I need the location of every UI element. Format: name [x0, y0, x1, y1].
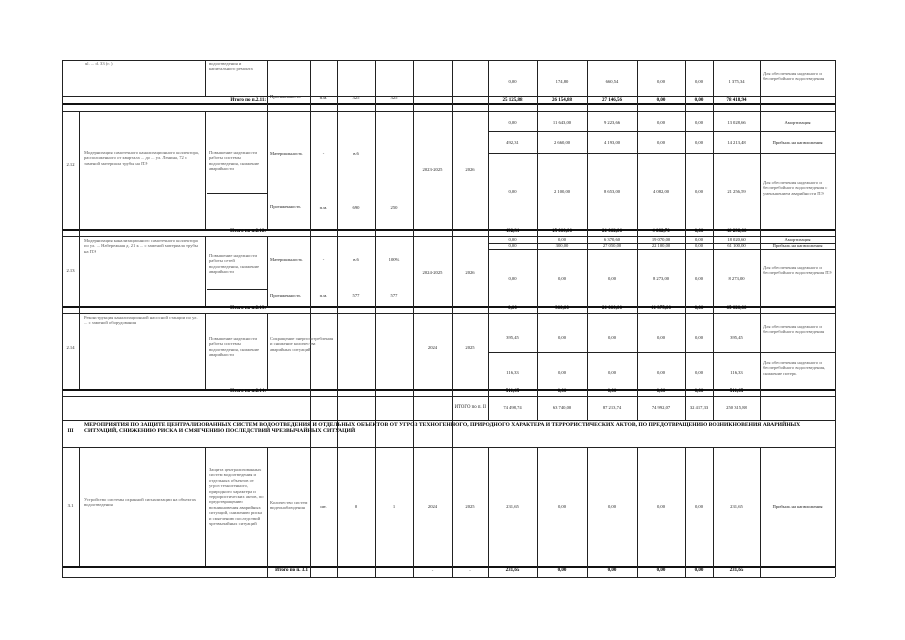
note: Для обеспечения надежного и бесперебойного водоотведения, снижение потерь: [763, 360, 826, 376]
row-unit: шт.: [320, 504, 327, 509]
rule: [452, 60, 453, 577]
cell: 0,00: [557, 504, 567, 509]
cell: 61 100,00: [727, 243, 746, 248]
cell: 4 193,00: [603, 140, 621, 145]
cell: 6 370,60: [603, 237, 621, 242]
item-description: Реконструкция канализационной насосной станции по ул. ... с заменой оборудования: [84, 315, 198, 326]
note: Для обеспечения надежного и бесперебойного водоотведения ПЭ: [763, 265, 832, 276]
rule: [267, 447, 268, 577]
note: Прибыль на капвложения: [772, 140, 823, 145]
row-label: Материальность: [270, 257, 303, 262]
cell: 0,00: [508, 79, 517, 84]
item-number: 2.12: [66, 162, 75, 167]
years: 2024: [427, 345, 438, 350]
measure-v1: 325: [352, 95, 360, 100]
rule: [205, 111, 206, 229]
end-year: 2025: [465, 504, 475, 509]
total-cell: 492,31: [505, 229, 520, 234]
total-cell: 26 154,88: [552, 98, 572, 103]
cell: 0,00: [607, 370, 617, 375]
section-total-cell: 74 992,07: [651, 405, 671, 410]
item-number: 2.13: [66, 268, 75, 273]
rule: [537, 447, 538, 577]
cell: 0,00: [607, 504, 617, 509]
cell: 0,00: [694, 243, 704, 248]
rule: [310, 60, 311, 577]
measure-label: Протяженность: [270, 94, 301, 99]
cell: 14 213,48: [727, 140, 746, 145]
rule: [488, 153, 835, 154]
cell: 300,00: [555, 243, 569, 248]
rule: [337, 60, 338, 577]
cell: 0,00: [508, 276, 517, 281]
section-total-cell: 250 315,88: [726, 405, 747, 410]
item-measure: Количество систем видеонаблюдения: [270, 500, 308, 511]
cell: 0,00: [694, 276, 704, 281]
item-purpose: Повышение надежности работы системы водоотведения, снижение аварийности: [209, 150, 260, 172]
section-total-cell: 74 498,74: [503, 405, 522, 410]
cell: 395,45: [506, 335, 519, 340]
row-value: 690: [352, 205, 360, 210]
total-cell: 0,00: [694, 568, 704, 573]
total-cell: 300,00: [555, 306, 569, 311]
rule: [62, 396, 835, 397]
rule: [207, 289, 267, 290]
total-cell: 15 000,00: [552, 229, 572, 234]
row-value: в.6: [353, 151, 359, 156]
rule: [375, 60, 376, 577]
cell: 0,00: [694, 504, 704, 509]
total-label: Итого по п.2.12:: [230, 229, 266, 234]
rule: [587, 447, 588, 577]
rule: [835, 60, 836, 577]
total-cell: 25 125,88: [502, 98, 523, 103]
rule: [488, 131, 835, 132]
rule: [62, 60, 63, 577]
total-cell: 21 000,00: [602, 306, 622, 311]
cell: 0,00: [508, 237, 517, 242]
row-value: 100%: [388, 257, 400, 262]
row-value: 577: [390, 293, 398, 298]
cell: 4 082,00: [652, 189, 670, 194]
item-number: 2.14: [66, 345, 75, 350]
cell: 0,00: [694, 140, 704, 145]
item-description: Модернизация самотечного канализационного коллектора, расположенного от квартала ... до ... ул. Ленина, 72 с заменой материала трубы на ПЭ: [84, 150, 199, 166]
note: Прибыль на капвложения: [772, 243, 823, 248]
cell: 8 273,00: [652, 276, 670, 281]
item-purpose: Повышение надежности работы сетей водоотведения, снижение аварийности: [209, 253, 260, 275]
total-cell: 46 298,00: [726, 229, 747, 234]
item-description: Модернизация канализационного самотечного коллектора по ул. ... Набережная д. 21 к ... с заменой материала трубы на ПЭ: [84, 238, 198, 254]
rule: [760, 447, 761, 577]
total-cell: 0,00: [694, 229, 704, 234]
total-cell: 65 020,00: [726, 306, 747, 311]
row-value: 250: [390, 205, 398, 210]
cell: 231,65: [730, 504, 743, 509]
cell: 0,00: [694, 237, 704, 242]
measure-v2: 325: [390, 95, 398, 100]
cell: 8 653,00: [603, 189, 621, 194]
rule: [62, 111, 835, 112]
cell: 0,00: [694, 335, 704, 340]
section-total-cell: 63 740,00: [552, 405, 572, 410]
cell: 0,00: [656, 140, 666, 145]
row-value: 577: [352, 293, 360, 298]
cell: 0,00: [694, 120, 704, 125]
total-cell: 27 146,56: [602, 98, 622, 103]
row-label: Материальность: [270, 151, 303, 156]
rule: [637, 447, 638, 577]
rule: [488, 249, 835, 250]
row-label: Протяженность: [270, 293, 301, 298]
row-unit: -: [322, 151, 325, 156]
rule: [205, 60, 206, 96]
cell: 395,45: [730, 335, 743, 340]
rule: [207, 193, 267, 194]
address-fragment: ul. ... d. 33 (г. ): [85, 61, 113, 66]
rule: [205, 447, 206, 566]
cell: 0,00: [607, 335, 617, 340]
cell: 0,00: [656, 504, 666, 509]
note: Для обеспечения надежного и бесперебойного водоотведения с уменьшением аварийности ПЭ: [763, 180, 828, 196]
rule: [488, 352, 835, 353]
years: 2024: [427, 504, 438, 509]
total-cell: 231,65: [505, 568, 520, 573]
section-title: МЕРОПРИЯТИЯ ПО ЗАЩИТЕ ЦЕНТРАЛИЗОВАННЫХ СИСТЕМ ВОДООТВЕДЕНИЯ И ОТДЕЛЬНЫХ ОБЪЕКТОВ ОТ УГРОЗ ТЕХНОГЕННОГО, ПРИРОДНОГО ХАРАКТЕРА И ТЕРРОРИСТИЧЕСКИХ АКТОВ, ПО ПРЕДОТВРАЩЕНИЮ ВОЗНИКНОВЕНИЯ АВАРИЙНЫХ СИТУАЦИЙ, СНИЖЕНИЮ РИСКА И СМЯГЧЕНИЮ ПОСЛЕДСТВИЙ ЧРЕЗВЫЧАЙНЫХ СИТУАЦИЙ: [84, 422, 801, 435]
note: Для обеспечения надежного и бесперебойного водоотведения: [763, 71, 825, 82]
cell: 2 100,00: [553, 189, 571, 194]
cell: 19 070,00: [651, 237, 671, 242]
total-label: Итого по п.2.14:: [230, 389, 266, 394]
row-unit: п.м.: [319, 293, 328, 298]
cell: 0,00: [656, 335, 666, 340]
cell: 0,00: [694, 189, 704, 194]
rule: [267, 313, 268, 389]
cell: 11 643,00: [552, 120, 572, 125]
measure-unit: п.м.: [319, 95, 328, 100]
note: Прибыль на капвложения: [772, 504, 823, 509]
row-label: Протяженность: [270, 204, 301, 209]
rule: [685, 447, 686, 577]
total-cell: 0,00: [656, 568, 666, 573]
rule: [205, 313, 206, 389]
end-year: 2026: [465, 270, 475, 275]
total-cell: 0,00: [607, 389, 617, 394]
cell: 9 223,66: [603, 120, 621, 125]
cell: 0,00: [557, 276, 567, 281]
total-cell: 21 062,06: [602, 229, 622, 234]
section-total-cell: 87 213,74: [602, 405, 622, 410]
row-value: 0: [354, 504, 358, 509]
rule: [62, 420, 835, 421]
cell: 0,00: [656, 120, 666, 125]
cell: 0,00: [694, 370, 704, 375]
cell: 27 050,00: [602, 243, 622, 248]
method-fragment: водоотведения и капитального ремонта: [209, 61, 253, 72]
total-cell: 0,00: [557, 389, 567, 394]
note: Амортизация: [784, 120, 811, 125]
total-cell: 0,00: [508, 306, 517, 311]
cell: 116,33: [730, 370, 743, 375]
item-purpose: Повышение надежности работы системы водоотведения, снижение аварийности: [209, 336, 260, 358]
item-effect: Сокращение энергопотребления и снижение количества аварийных ситуаций: [270, 336, 334, 352]
rule: [267, 60, 268, 229]
item-purpose: Защита централизованных систем водоотведения и отдельных объектов от угроз техногенного, природного характера и террористических актов, по предотвращению возникновения аварийных ситуаций, снижению риска и смягчению последствий чрезвычайных ситуаций: [209, 467, 264, 527]
years: 2024-2025: [422, 270, 443, 275]
cell: 231,65: [506, 504, 519, 509]
total-cell: 0,00: [656, 389, 666, 394]
cell: 0,00: [656, 79, 666, 84]
cell: 21 256,59: [727, 189, 746, 194]
section-number: III: [67, 428, 74, 434]
row-unit: -: [322, 257, 325, 262]
note: Амортизация: [784, 237, 811, 242]
cell: 0,00: [656, 370, 666, 375]
cell: 8 273,00: [728, 276, 745, 281]
row-unit: п.м.: [319, 205, 328, 210]
cell: 18 020,60: [727, 237, 746, 242]
rule: [205, 236, 206, 306]
cell: 0,00: [557, 335, 567, 340]
rule: [62, 577, 835, 578]
dash: -: [469, 568, 471, 573]
total-cell: 511,65: [505, 389, 520, 394]
cell: 1 375,34: [728, 79, 745, 84]
total-cell: 0,00: [694, 98, 704, 103]
cell: 0,00: [607, 276, 617, 281]
end-year: 2026: [465, 167, 475, 172]
section-total-cell: 32 417,33: [689, 405, 709, 410]
note: Для обеспечения надежного и бесперебойного водоотведения: [763, 324, 825, 335]
total-cell: 231,65: [729, 568, 744, 573]
cell: 2 660,00: [553, 140, 571, 145]
rule: [713, 447, 714, 577]
total-cell: 41 375,00: [651, 306, 671, 311]
row-value: в.6: [353, 257, 359, 262]
cell: 13 028,66: [727, 120, 746, 125]
total-cell: 0,00: [694, 306, 704, 311]
total-cell: 0,00: [694, 389, 704, 394]
cell: 174,80: [555, 79, 569, 84]
cell: 660,54: [605, 79, 619, 84]
rule: [62, 447, 835, 448]
end-year: 2025: [465, 345, 475, 350]
cell: 22 100,00: [651, 243, 671, 248]
rule: [488, 447, 489, 577]
total-cell: 4 082,70: [652, 229, 670, 234]
cell: 0,00: [508, 243, 517, 248]
total-cell: 0,00: [557, 568, 567, 573]
total-cell: 78 418,94: [726, 98, 747, 103]
rule: [267, 236, 268, 306]
rule: [79, 111, 80, 389]
total-cell: 0,00: [656, 98, 666, 103]
rule: [413, 60, 414, 577]
row-value: 1: [392, 504, 396, 509]
cell: 492,31: [506, 140, 519, 145]
total-label: Итого по п.2.13:: [230, 306, 266, 311]
cell: 0,00: [508, 189, 517, 194]
section-total-label: ИТОГО по п. II: [454, 405, 486, 410]
rule: [62, 96, 835, 97]
total-label: Итого по п. 3.1: [275, 568, 308, 573]
cell: 0,00: [508, 120, 517, 125]
cell: 0,00: [557, 370, 567, 375]
rule: [79, 447, 80, 566]
total-label: Итого по п.2.11:: [230, 98, 266, 103]
total-cell: 0,00: [607, 568, 617, 573]
cell: 0,00: [557, 237, 567, 242]
total-cell: 511,65: [729, 389, 744, 394]
item-description: Устройство системы охранной сигнализации на объектах водоотведения: [84, 497, 197, 508]
cell: 0,00: [694, 79, 704, 84]
cell: 116,33: [506, 370, 519, 375]
years: 2023-2025: [422, 167, 443, 172]
dash: -: [431, 568, 434, 573]
rule: [62, 313, 835, 314]
item-number: 3.1: [67, 503, 74, 508]
